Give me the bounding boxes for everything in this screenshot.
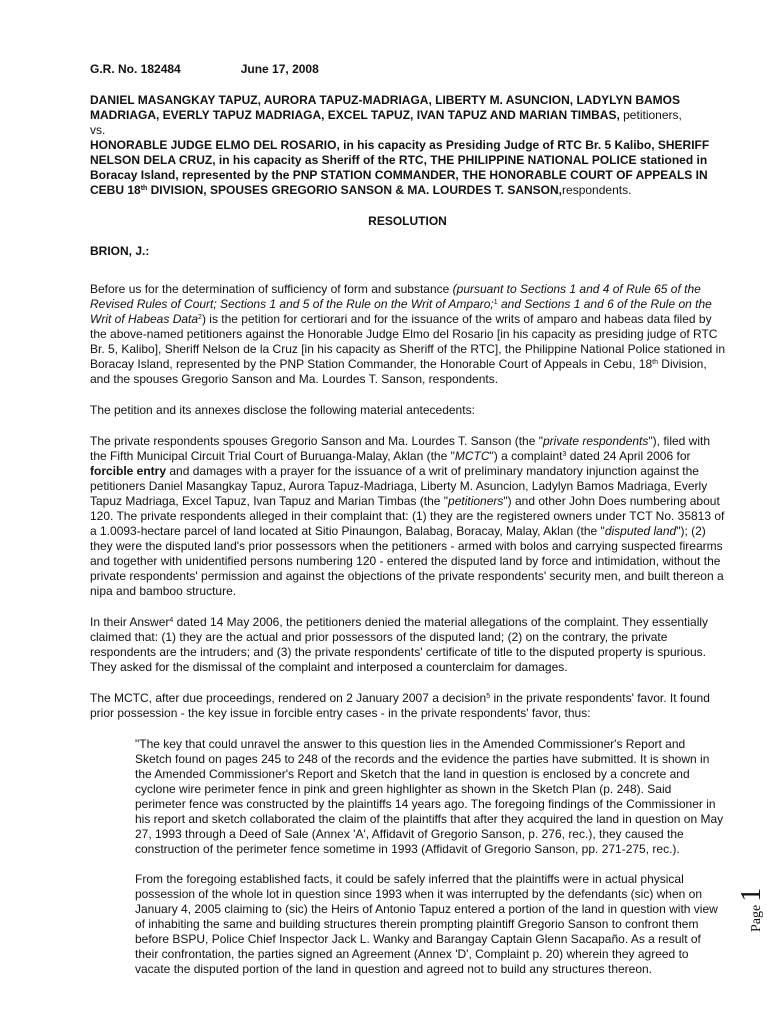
footnote-ref-4: 4 xyxy=(169,617,174,624)
page-number: 1 xyxy=(736,887,767,902)
paragraph-4 xyxy=(90,615,725,675)
paragraph-3 xyxy=(90,434,725,599)
document-page xyxy=(90,62,725,992)
case-header xyxy=(90,62,725,77)
respondents-label: respondents. xyxy=(562,183,632,197)
paragraph-5 xyxy=(90,691,725,721)
text-run: dated 14 May 2006, the petitioners denied the material allegations of the complaint. They essentially claimed that: (1) they are the actual and prior possessors of the disputed land; (2) on the contrary, the private respondents are the intruders; and (3) the private respondents' certificate of title to the disputed property is spurious. They asked for the dismissal of the complaint and interposed a counterclaim for damages. xyxy=(90,615,709,674)
case-number: G.R. No. 182484 xyxy=(90,62,181,76)
bold-run: forcible entry xyxy=(90,464,167,478)
petitioners-block xyxy=(90,93,725,123)
italic-run: and Sections 1 and 6 of the Rule on the Writ of Habeas Data xyxy=(90,297,712,326)
italic-run: petitioners xyxy=(448,494,504,508)
text-run: dated 24 April 2006 for xyxy=(566,449,691,463)
respondents-names-tail: DIVISION, SPOUSES GREGORIO SANSON & MA. LOURDES T. SANSON, xyxy=(147,183,563,197)
petitioners-label: petitioners, xyxy=(619,108,682,122)
respondents-block xyxy=(90,138,725,198)
italic-run: private respondents xyxy=(542,434,649,448)
footnote-ref-5: 5 xyxy=(486,693,491,700)
text-run: The private respondents spouses Gregorio Sanson and Ma. Lourdes T. Sanson (the " xyxy=(90,434,543,448)
block-quote-1: "The key that could unravel the answer to this question lies in the Amended Commissioner's Report and Sketch found on pages 245 to 248 of the records and the evidence the parties have submitted. It is shown in the Amended Commissioner's Report and Sketch that the land in question is enclosed by a concrete and cyclone wire perimeter fence in pink and green highlighter as shown in the Sketch Plan (p. 248). Said perimeter fence was constructed by the plaintiffs 14 years ago. The foregoing findings of the Commissioner in his report and sketch collaborated the claim of the plaintiffs that after they acquired the land in question on May 27, 1993 through a Deed of Sale (Annex 'A', Affidavit of Gregorio Sanson, p. 276, rec.), they caused the construction of the perimeter fence sometime in 1993 (Affidavit of Gregorio Sanson, pp. 271-275, rec.). xyxy=(135,737,724,856)
text-run: in the private respondents' favor. It found prior possession - the key issue in forcible entry cases - in the private respondents' favor, thus: xyxy=(90,691,710,720)
versus-text: vs. xyxy=(90,123,106,137)
text-run: ") a complaint xyxy=(489,449,563,463)
text-run: "), filed with the Fifth Municipal Circuit Trial Court of Buruanga-Malay, Aklan (the " xyxy=(90,434,711,463)
case-date: June 17, 2008 xyxy=(240,62,319,76)
text-run: The MCTC, after due proceedings, rendered on 2 January 2007 a decision xyxy=(90,691,487,705)
text-run: Division, and the spouses Gregorio Sanson and Ma. Lourdes T. Sanson, respondents. xyxy=(90,357,707,386)
text-run: "); (2) they were the disputed land's prior possessors when the petitioners - armed with bolos and carrying suspected firearms and together with unidentified persons numbering 120 - entered the disputed land by force and intimidation, without the private respondents' permission and against the objections of the private respondents' security men, and built thereon a nipa and bamboo structure. xyxy=(90,524,724,598)
case-parties xyxy=(90,93,725,198)
paragraph-2: The petition and its annexes disclose the following material antecedents: xyxy=(90,403,475,417)
resolution-heading: RESOLUTION xyxy=(368,214,447,228)
page-label: Page xyxy=(749,904,764,932)
footnote-ref-1: 1 xyxy=(493,299,498,306)
paragraph-1 xyxy=(90,282,725,387)
ordinal-suffix: th xyxy=(652,359,658,366)
text-run: ") and other John Does numbering about 120. The private respondents alleged in their complaint that: (1) they are the registered owners under TCT No. 35813 of a 1.0093-hectare parcel of land located at Sitio Pinaungon, Balabag, Boracay, Malay, Aklan (the " xyxy=(90,494,725,538)
text-run: Before us for the determination of sufficiency of form and substance xyxy=(90,282,453,296)
text-run: and damages with a prayer for the issuance of a writ of preliminary mandatory injunction against the petitioners Daniel Masangkay Tapuz, Aurora Tapuz-Madriaga, Liberty M. Asuncion, Ladylyn Bamos Madriaga, Everly Tapuz Madriaga, Excel Tapuz, Ivan Tapuz and Marian Timbas (the " xyxy=(90,464,708,508)
ordinal-suffix: th xyxy=(140,185,148,192)
italic-run: MCTC xyxy=(454,449,490,463)
text-run: In their Answer xyxy=(90,615,170,629)
respondents-names: HONORABLE JUDGE ELMO DEL ROSARIO, in his capacity as Presiding Judge of RTC Br. 5 Kalibo, SHERIFF NELSON DELA CRUZ, in his capacity as Sheriff of the RTC, THE PHILIPPINE NATIONAL POLICE stationed in Boracay Island, represented by the PNP STATION COMMANDER, THE HONORABLE COURT OF APPEALS IN CEBU 18 xyxy=(90,138,710,197)
footnote-ref-3: 3 xyxy=(562,451,567,458)
page-footer xyxy=(736,887,767,932)
italic-run: disputed land xyxy=(604,524,677,538)
italic-run: (pursuant to Sections 1 and 4 of Rule 65 of the Revised Rules of Court; Sections 1 and 5 of the Rule on the Writ of Amparo; xyxy=(90,282,701,311)
petitioners-names: DANIEL MASANGKAY TAPUZ, AURORA TAPUZ-MADRIAGA, LIBERTY M. ASUNCION, LADYLYN BAMOS MADRIAGA, EVERLY TAPUZ MADRIAGA, EXCEL TAPUZ, IVAN TAPUZ AND MARIAN TIMBAS, xyxy=(90,93,681,122)
text-run: ) is the petition for certiorari and for the issuance of the writs of amparo and habeas data filed by the above-named petitioners against the Honorable Judge Elmo del Rosario [in his capacity as presiding judge of RTC Br. 5, Kalibo], Sheriff Nelson de la Cruz [in his capacity as Sheriff of the RTC], the Philippine National Police stationed in Boracay Island, represented by the PNP Station Commander, the Honorable Court of Appeals in Cebu, 18 xyxy=(90,312,726,371)
ponente: BRION, J.: xyxy=(90,244,150,258)
block-quote-2: From the foregoing established facts, it could be safely inferred that the plaintiffs were in actual physical possession of the whole lot in question since 1993 when it was interrupted by the defendants (sic) when on January 4, 2005 claiming to (sic) the Heirs of Antonio Tapuz entered a portion of the land in question with view of inhabiting the same and building structures therein prompting plaintiff Gregorio Sanson to confront them before BSPU, Police Chief Inspector Jack L. Wanky and Barangay Captain Glenn Sacapaño. As a result of their confrontation, the parties signed an Agreement (Annex 'D', Complaint p. 20) wherein they agreed to vacate the disputed portion of the land in question and agreed not to build any structures thereon. xyxy=(135,872,718,976)
footnote-ref-2: 2 xyxy=(198,314,202,321)
